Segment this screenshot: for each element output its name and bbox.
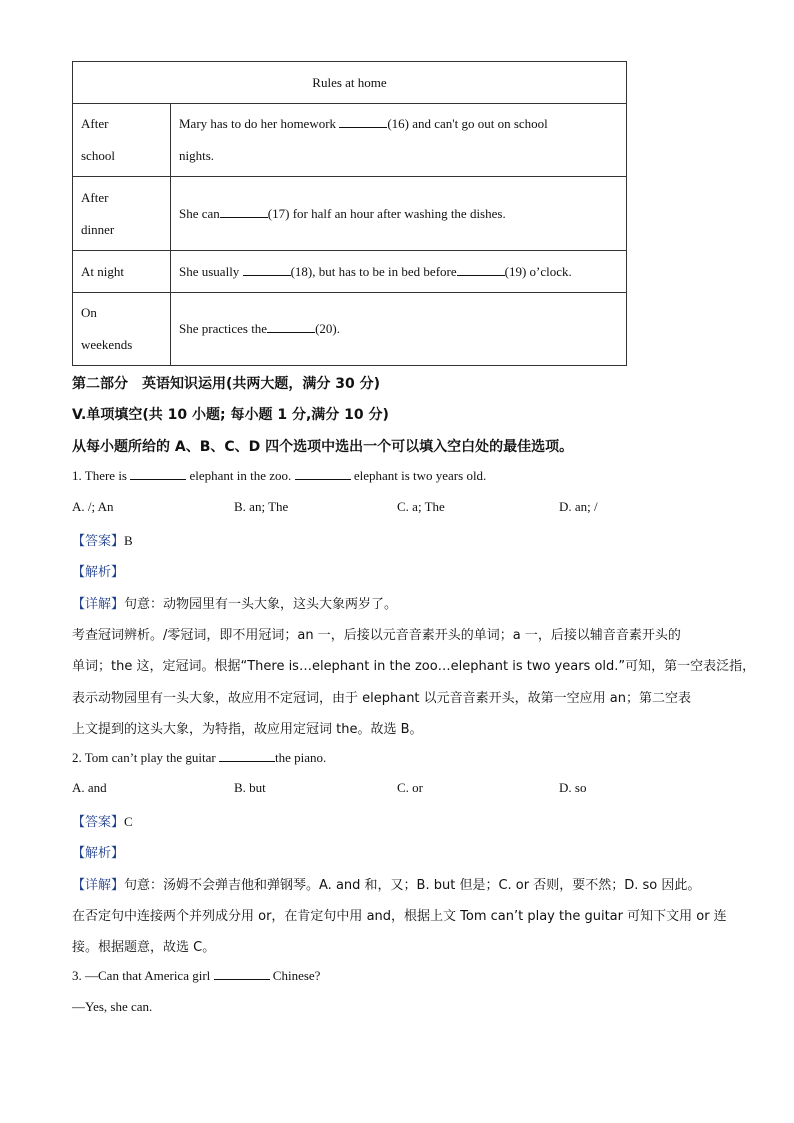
row-text: (20). xyxy=(315,321,340,336)
option-a: A. and xyxy=(72,780,107,795)
stem-text: the piano. xyxy=(275,750,327,765)
option-b: B. but xyxy=(234,780,266,795)
detail-line: 单词；the 这，定冠词。根据“There is…elephant in the zoo…elephant is two years old.”可知，第一空表泛指， xyxy=(72,659,756,674)
detail-line: 表示动物园里有一头大象，故应用不定冠词，由于 elephant 以元音音素开头，故第一空应用 an；第二空表 xyxy=(72,691,692,706)
answer-blank xyxy=(267,320,315,333)
row-label-line: dinner xyxy=(81,221,115,237)
row-text: Mary has to do her homework xyxy=(179,116,340,131)
answer-blank xyxy=(130,467,186,480)
row-text: (16) and can't go out on school xyxy=(387,116,548,131)
row-label-line: On xyxy=(81,305,97,320)
stem-text: Chinese? xyxy=(269,968,321,983)
section-instruction: 从每小题所给的 A、B、C、D 四个选项中选出一个可以填入空白处的最佳选项。 xyxy=(72,439,574,455)
row-label-line: At night xyxy=(81,263,124,279)
table-row xyxy=(73,177,627,251)
detail-line: 上文提到的这头大象，为特指，故应用定冠词 the。故选 B。 xyxy=(72,722,423,737)
row-label-line: After xyxy=(81,116,109,131)
row-content xyxy=(171,177,627,251)
part-heading: 第二部分 英语知识运用(共两大题，满分 30 分) xyxy=(72,376,381,392)
row-label xyxy=(73,177,171,251)
question-stem xyxy=(72,967,320,984)
option-c: C. or xyxy=(397,780,423,795)
row-text: (17) for half an hour after washing the dishes. xyxy=(267,205,506,221)
row-text: (18), but has to be in bed before xyxy=(290,263,457,279)
row-label xyxy=(73,251,171,293)
row-content xyxy=(171,104,627,177)
stem-text: 1. There is xyxy=(72,468,131,483)
option-d: D. so xyxy=(559,780,587,795)
row-label-line: After xyxy=(81,189,109,205)
table-title: Rules at home xyxy=(73,62,627,104)
detail-line: 接。根据题意，故选 C。 xyxy=(72,940,216,955)
answer-line xyxy=(72,530,133,549)
answer-blank xyxy=(243,263,291,276)
row-content xyxy=(171,251,627,293)
detail-text: 句意：动物园里有一头大象，这头大象两岁了。 xyxy=(124,597,398,612)
row-text: She can xyxy=(179,205,220,221)
row-content xyxy=(171,293,627,366)
question-stem xyxy=(72,467,486,484)
rules-table xyxy=(72,61,627,366)
stem-text: elephant is two years old. xyxy=(350,468,487,483)
answer-blank xyxy=(457,263,505,276)
answer-blank xyxy=(295,467,351,480)
dialogue-reply: —Yes, she can. xyxy=(72,999,153,1014)
answer-tag: 【答案】 xyxy=(72,815,125,830)
detail-line: 考查冠词辨析。/零冠词，即不用冠词；an 一，后接以元音音素开头的单词；a 一，后接以辅音音素开头的 xyxy=(72,628,681,643)
option-c: C. a; The xyxy=(397,499,445,514)
answer-value: C xyxy=(124,814,133,829)
detail-line: 在否定句中连接两个并列成分用 or，在肯定句中用 and，根据上文 Tom can’t play the guitar 可知下文用 or 连 xyxy=(72,909,727,924)
detail-tag: 【详解】 xyxy=(72,597,125,612)
analysis-tag: 【解析】 xyxy=(72,565,125,580)
stem-text: elephant in the zoo. xyxy=(186,468,295,483)
answer-blank xyxy=(214,967,270,980)
answer-line xyxy=(72,811,133,830)
answer-value: B xyxy=(124,533,133,548)
row-label xyxy=(73,293,171,366)
row-text: nights. xyxy=(179,148,215,163)
answer-blank xyxy=(220,205,268,218)
detail-text: 句意：汤姆不会弹吉他和弹钢琴。A. and 和，又；B. but 但是；C. or 否则，要不然；D. so 因此。 xyxy=(124,878,701,893)
question-stem xyxy=(72,749,326,766)
row-label xyxy=(73,104,171,177)
detail-line xyxy=(72,874,700,893)
analysis-tag: 【解析】 xyxy=(72,846,125,861)
table-row xyxy=(73,251,627,293)
row-label-line: school xyxy=(81,148,115,163)
option-b: B. an; The xyxy=(234,499,289,514)
table-row xyxy=(73,104,627,177)
detail-line xyxy=(72,593,397,612)
answer-blank xyxy=(219,749,275,762)
row-label-line: weekends xyxy=(81,337,133,352)
answer-tag: 【答案】 xyxy=(72,534,125,549)
row-text: She usually xyxy=(179,263,243,279)
stem-text: 2. Tom can’t play the guitar xyxy=(72,750,219,765)
option-a: A. /; An xyxy=(72,499,114,514)
section-heading: V.单项填空(共 10 小题; 每小题 1 分,满分 10 分) xyxy=(72,407,389,423)
table-row xyxy=(73,293,627,366)
option-d: D. an; / xyxy=(559,499,598,514)
stem-text: 3. —Can that America girl xyxy=(72,968,214,983)
row-text: (19) o’clock. xyxy=(504,263,572,279)
row-text: She practices the xyxy=(179,321,268,336)
detail-tag: 【详解】 xyxy=(72,878,125,893)
answer-blank xyxy=(339,115,387,128)
